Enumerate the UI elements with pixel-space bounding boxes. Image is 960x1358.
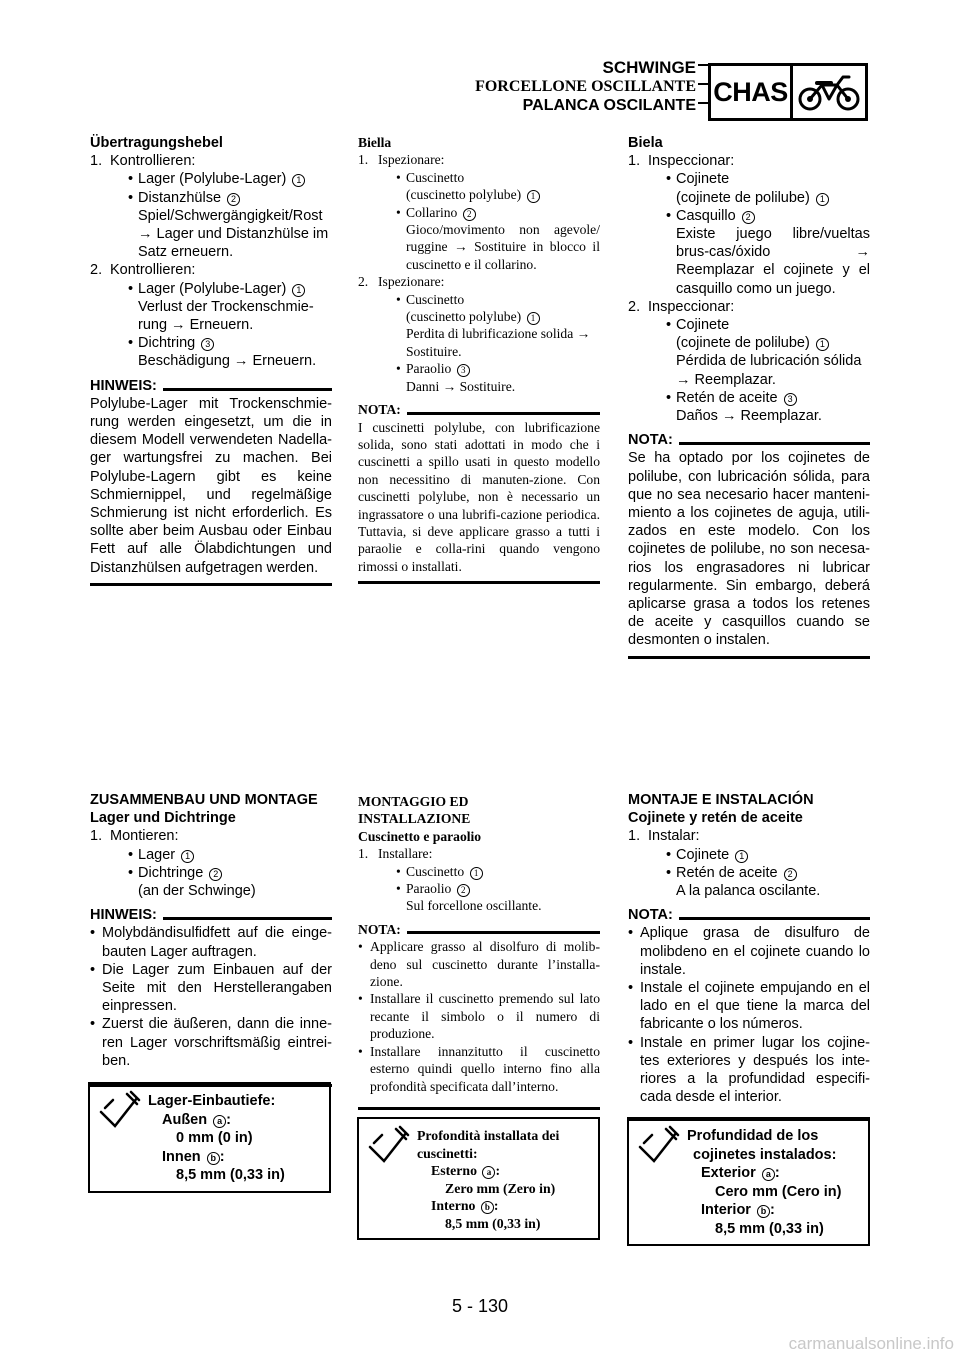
it-top-section: Biella 1. Ispezionare: • Cuscinetto (cuscinetto polylube) 1 • Collarino 2 Gioco/movimento non agevole/ ruggine → Sostituire in blocco il cuscinetto e il collarino. 2. Ispezionare: • Cuscinetto (cuscinetto polylube) 1 Perdita di lubrificazione solida → Sostituire. • Paraolio 3 Danni → Sostituire. NOTA: I cuscinetti polylube, con lubrificazione solida, sono stati adottati in modo che i cuscinetti a spillo usati in questo modello non necessitino di manuten-zione. Con cuscinetti polylube, non è necessario un ingrassatore o una lubrifi-cazione periodica. Tuttavia, si deve applicare grasso a tutti i paraolie e colla-rini quando vengono rimossi o installati. <box>358 134 600 584</box>
title-it: FORCELLONE OSCILLANTE <box>475 78 696 95</box>
step: 1. Ispezionare: <box>358 152 445 168</box>
note-end-rule <box>358 1107 600 1110</box>
note-text: I cuscinetti polylube, con lubrificazione solida, sono stati adottati in modo che i cuscinetti a spillo usati in questo modello non necessitino di manuten-zione. Con cuscinetti polylube, non è necessario un ingrassatore o una lubrifi-cazione periodica. Tuttavia, si deve applicare grasso a tutti i paraolie e colla-rini quando vengono rimossi o installati. <box>358 419 600 574</box>
section-heading: Biella <box>358 135 392 150</box>
list-item: • Cojinete 1 <box>628 846 870 864</box>
note-header: NOTA: <box>628 906 870 924</box>
section-subheading: Cuscinetto e paraolio <box>358 828 482 844</box>
list-item: • Cuscinetto <box>396 169 465 185</box>
item-detail: (cuscinetto polylube) <box>406 309 522 325</box>
step-text: Kontrollieren: <box>110 262 196 279</box>
step-text: Inspeccionar: <box>648 153 735 170</box>
section-code: CHAS <box>711 66 793 118</box>
de-top-section <box>90 134 332 586</box>
item-detail: Sul forcellone oscillante. <box>406 898 542 914</box>
list-item: • Casquillo 2 <box>628 207 870 225</box>
list-item: • Dichtring 3 <box>90 334 332 352</box>
note-bullet: • Molybdändisulfidfett auf die einge-bauten Lager auftragen. <box>90 925 332 960</box>
spec-value: 8,5 mm (0,33 in) <box>445 1215 541 1231</box>
item-detail: Danni → Sostituire. <box>406 378 516 394</box>
spec-title: Profondità installata dei <box>417 1128 560 1143</box>
spec-text: Lager-Einbautiefe: Außen a : 0 mm (0 in) Innen b : 8,5 mm (0,33 in) <box>148 1084 329 1191</box>
note-bullet: • Instale en primer lugar los cojine-tes exteriores y después los inte-riores a la profundidad especifi-cada desde el interior. <box>628 1034 870 1106</box>
header-rule <box>698 102 708 104</box>
spec-title: Lager-Einbautiefe: <box>148 1093 276 1109</box>
step-text: Installare: <box>378 846 433 862</box>
list-item: • Cuscinetto 1 <box>358 863 600 880</box>
note-bullet: • Die Lager zum Einbauen auf der Seite mit den Herstellerangaben einpressen. <box>90 961 332 1015</box>
note-text: Polylube-Lager mit Trockenschmie-rung werden eingesetzt, um die in diesem Modell verwendeten Nadella-ger wartungsfrei zu machen. Bei Polylube-Lagern gibt es keine Schmiernippel, und regelmäßige Schmierung ist nicht erforderlich. Es sollte aber beim Ausbau oder Einbau Fett auf alle Ölabdichtungen und Distanzhülsen aufgetragen werden. <box>90 395 332 576</box>
item-detail: (cojinete de polilube) <box>676 189 810 206</box>
step-text: Instalar: <box>648 828 700 845</box>
list-item: • Retén de aceite 3 <box>628 389 870 407</box>
spec-box <box>357 1117 600 1240</box>
item-detail: (cojinete de polilube) <box>676 335 810 352</box>
item-detail: Beschädigung → Erneuern. <box>138 353 317 370</box>
section-heading: INSTALLAZIONE <box>358 811 471 827</box>
es-bottom-section <box>628 791 870 1121</box>
section-titles <box>475 58 696 115</box>
note-end-rule <box>628 656 870 659</box>
spec-value: 0 mm (0 in) <box>176 1130 253 1146</box>
list-item: • Cojinete <box>666 171 730 188</box>
spec-text: Profondità installata dei cuscinetti: Esterno a : Zero mm (Zero in) Interno b : 8,5 mm (0,33 in) <box>417 1119 598 1238</box>
step: 2. Kontrollieren: <box>90 262 196 279</box>
spec-box <box>88 1082 331 1193</box>
page-header <box>0 0 960 130</box>
section-heading: Biela <box>628 135 663 151</box>
note-bullet: • Installare innanzitutto il cuscinetto esterno quindi quello interno fino alla profondità specificata dall’interno. <box>358 1043 600 1094</box>
item-detail: Verlust der Trockenschmie-rung → Erneuern. <box>138 298 314 334</box>
list-item: • Paraolio 3 <box>358 360 600 377</box>
step-text: Kontrollieren: <box>110 153 196 170</box>
header-rule <box>698 83 708 85</box>
step: 1. Instalar: <box>628 828 700 845</box>
note-end-rule <box>358 581 600 584</box>
es-top-section: Biela 1. Inspeccionar: • Cojinete (cojinete de polilube) 1 • Casquillo 2 Existe juego libre/vueltas brus-cas/óxido → Reemplazar el cojinete y el casquillo como un juego. 2. Inspeccionar: • Cojinete (cojinete de polilube) 1 Pérdida de lubricación sólida → Reemplazar. • Retén de aceite 3 Daños → Reemplazar. NOTA: Se ha optado por los cojinetes de polilube, con lubricación sólida, para que no sea necesario hacer manteni-miento a los cojinetes de aguja, utili-zados en este modelo. Con los cojinetes de polilube, no son necesa-rios los engrasadores ni lubricar regularmente. Sin embargo, deberá aplicarse grasa a todos los retenes de aceite y casquillos cuando se desmonten o instalen. <box>628 134 870 659</box>
note-bullet: • Instale el cojinete empujando en el lado en el que tiene la marca del fabricante o los números. <box>628 980 870 1033</box>
step: 2. Ispezionare: <box>358 274 445 290</box>
step: 1. Montieren: <box>90 828 179 845</box>
note-bullet: • Applicare grasso al disolfuro di molib-deno sul cuscinetto durante l’installa-zione. <box>358 939 600 990</box>
section-badge <box>708 63 868 121</box>
spec-value: Cero mm (Cero in) <box>715 1183 842 1200</box>
title-de: SCHWINGE <box>602 58 696 77</box>
list-item: • Cojinete <box>666 317 730 334</box>
item-detail: Spiel/Schwergängigkeit/Rost <box>138 207 323 224</box>
note-bullet: • Aplique grasa de disulfuro de molibdeno en el cojinete cuando lo instale. <box>628 925 870 978</box>
list-item: • Retén de aceite 2 <box>628 864 870 882</box>
list-item: • Lager 1 <box>90 846 332 864</box>
section-heading: Übertragungshebel <box>90 135 223 151</box>
spec-title: Profundidad de los <box>687 1128 819 1144</box>
spec-box <box>627 1117 870 1246</box>
spec-title: cojinetes instalados: <box>693 1146 837 1163</box>
section-heading: MONTAJE E INSTALACIÓN <box>628 792 814 808</box>
item-detail: Daños → Reemplazar. <box>676 408 822 425</box>
it-bottom-section <box>358 793 600 1110</box>
item-detail: (an der Schwinge) <box>138 883 256 900</box>
list-item: • Paraolio 2 <box>358 880 600 897</box>
section-heading: ZUSAMMENBAU UND MONTAGE <box>90 792 318 808</box>
wrench-icon <box>629 1119 687 1244</box>
note-header: HINWEIS: <box>90 377 332 395</box>
step-text: Ispezionare: <box>378 274 445 290</box>
spec-value: Zero mm (Zero in) <box>445 1180 556 1196</box>
list-item: • Cuscinetto <box>396 291 465 307</box>
step: 1. Kontrollieren: <box>90 153 196 170</box>
note-header: NOTA: <box>628 431 870 449</box>
spec-value: 8,5 mm (0,33 in) <box>176 1167 285 1183</box>
title-es: PALANCA OSCILANTE <box>522 97 696 114</box>
list-item: • Lager (Polylube-Lager) 1 <box>90 280 332 298</box>
note-end-rule <box>90 583 332 586</box>
wrench-icon <box>90 1084 148 1191</box>
item-detail: Gioco/movimento non agevole/ ruggine → Sostituire in blocco il cuscinetto e il collarino. <box>406 222 600 272</box>
list-item: • Distanzhülse 2 <box>90 189 332 207</box>
step-text: Ispezionare: <box>378 152 445 168</box>
de-bottom-section <box>90 791 332 1087</box>
section-subheading: Cojinete y retén de aceite <box>628 810 803 827</box>
watermark: carmanualsonline.info <box>788 1334 954 1353</box>
spec-text: Profundidad de los cojinetes instalados: Exterior a : Cero mm (Cero in) Interior b : 8,5 mm (0,33 in) <box>687 1119 868 1244</box>
note-header: NOTA: <box>358 921 600 938</box>
section-heading: MONTAGGIO ED <box>358 794 469 809</box>
note-bullet: • Installare il cuscinetto premendo sul lato recante il simbolo o il numero di produzione. <box>358 991 600 1042</box>
wrench-icon <box>359 1119 417 1238</box>
item-detail: Existe juego libre/vueltas brus-cas/óxido → Reemplazar el cojinete y el casquillo como un juego. <box>676 226 870 297</box>
page-number: 5 - 130 <box>451 1296 509 1316</box>
list-item: • Lager (Polylube-Lager) 1 <box>90 170 332 188</box>
list-item: • Dichtringe 2 <box>90 864 332 882</box>
note-header: NOTA: <box>358 401 600 418</box>
section-subheading: Lager und Dichtringe <box>90 810 236 827</box>
step: 1. Installare: <box>358 846 433 862</box>
step-text: Montieren: <box>110 828 179 845</box>
note-bullet: • Zuerst die äußeren, dann die inne-ren Lager vorschriftsmäßig eintrei-ben. <box>90 1016 332 1069</box>
item-detail: Pérdida de lubricación sólida → Reemplazar. <box>676 353 862 388</box>
item-detail: → Lager und Distanzhülse im Satz erneuern. <box>138 226 329 261</box>
motorcycle-icon <box>793 66 865 118</box>
step-text: Inspeccionar: <box>648 298 735 315</box>
note-header: HINWEIS: <box>90 906 332 924</box>
step: 2. Inspeccionar: <box>628 298 735 315</box>
header-rule <box>698 64 708 66</box>
item-detail: A la palanca oscilante. <box>676 883 821 900</box>
item-detail: (cuscinetto polylube) <box>406 187 522 203</box>
note-text: Se ha optado por los cojinetes de polilube, con lubricación sólida, para que no sea necesario hacer manteni-miento a los cojinetes de aguja, utili-zados en este modelo. Con los cojinetes de polilube, no son necesa-rios los engrasadores ni lubricar regularmente. Sin embargo, deberá aplicarse grasa a todos los retenes de aceite y casquillos cuando se desmonten o instalen. <box>628 450 870 649</box>
step: 1. Inspeccionar: <box>628 153 735 170</box>
list-item: • Collarino 2 <box>358 204 600 221</box>
item-detail: Perdita di lubrificazione solida → Sostituire. <box>406 326 591 359</box>
spec-value: 8,5 mm (0,33 in) <box>715 1220 824 1237</box>
spec-title: cuscinetti: <box>417 1145 478 1161</box>
